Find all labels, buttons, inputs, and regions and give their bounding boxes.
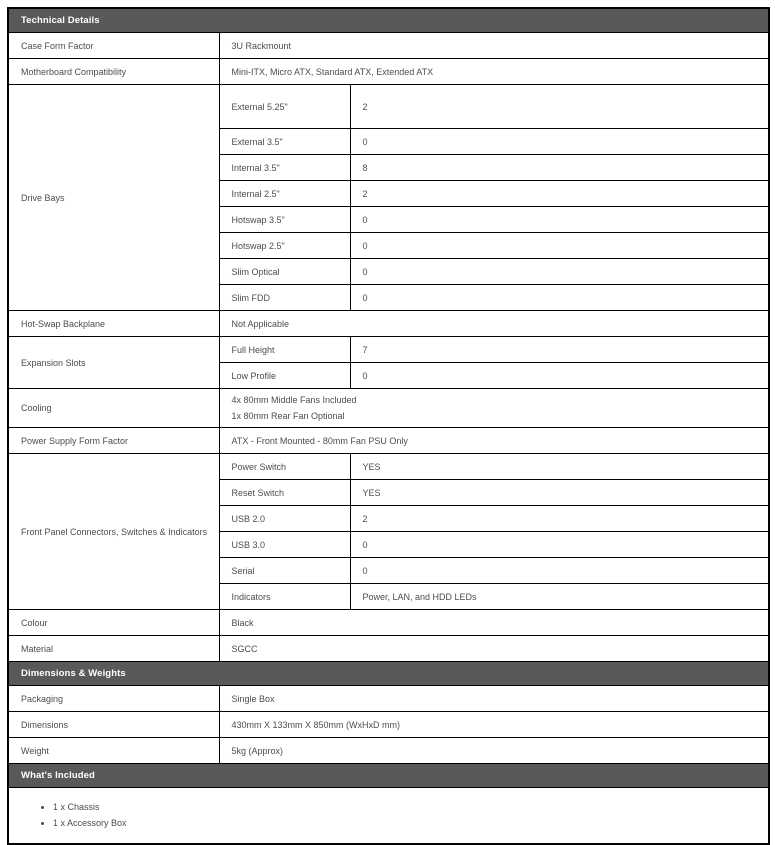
included-list xyxy=(21,800,756,831)
section-header-technical xyxy=(8,8,769,33)
table-row xyxy=(8,33,769,59)
table-row xyxy=(8,454,769,480)
table-row xyxy=(8,686,769,712)
sub-label: Slim FDD xyxy=(219,285,350,311)
sub-label: External 5.25" xyxy=(219,85,350,129)
table-row xyxy=(8,389,769,428)
row-label: Motherboard Compatibility xyxy=(8,59,219,85)
section-header-dimensions xyxy=(8,662,769,686)
group-label-expansion-slots: Expansion Slots xyxy=(8,337,219,389)
table-row xyxy=(8,712,769,738)
sub-value: 0 xyxy=(350,285,769,311)
table-row xyxy=(8,311,769,337)
table-row xyxy=(8,428,769,454)
row-label: Material xyxy=(8,636,219,662)
sub-label: Full Height xyxy=(219,337,350,363)
group-label-front-panel: Front Panel Connectors, Switches & Indicators xyxy=(8,454,219,610)
table-row xyxy=(8,738,769,764)
sub-label: USB 3.0 xyxy=(219,532,350,558)
sub-label: Indicators xyxy=(219,584,350,610)
row-label: Dimensions xyxy=(8,712,219,738)
table-row xyxy=(8,85,769,129)
sub-value: Power, LAN, and HDD LEDs xyxy=(350,584,769,610)
sub-value: 2 xyxy=(350,181,769,207)
sub-label: Serial xyxy=(219,558,350,584)
section-title: Technical Details xyxy=(8,8,769,33)
sub-value: 2 xyxy=(350,506,769,532)
sub-value: 0 xyxy=(350,233,769,259)
sub-value: YES xyxy=(350,454,769,480)
table-row xyxy=(8,636,769,662)
section-title: Dimensions & Weights xyxy=(8,662,769,686)
row-value: Black xyxy=(219,610,769,636)
group-label-drive-bays: Drive Bays xyxy=(8,85,219,311)
sub-value: 0 xyxy=(350,363,769,389)
sub-value: 2 xyxy=(350,85,769,129)
row-value: ATX - Front Mounted - 80mm Fan PSU Only xyxy=(219,428,769,454)
list-item: • 1 x Accessory Box xyxy=(53,816,756,831)
section-header-included xyxy=(8,764,769,788)
sub-label: Power Switch xyxy=(219,454,350,480)
list-item: • 1 x Chassis xyxy=(53,800,756,815)
row-label: Power Supply Form Factor xyxy=(8,428,219,454)
row-label: Weight xyxy=(8,738,219,764)
sub-label: Reset Switch xyxy=(219,480,350,506)
row-label: Hot-Swap Backplane xyxy=(8,311,219,337)
sub-value: YES xyxy=(350,480,769,506)
sub-value: 8 xyxy=(350,155,769,181)
included-content xyxy=(8,788,769,845)
cooling-line-1: 4x 80mm Middle Fans Included xyxy=(231,395,357,405)
sub-label: Internal 2.5" xyxy=(219,181,350,207)
table-row xyxy=(8,59,769,85)
sub-label: External 3.5" xyxy=(219,129,350,155)
sub-value: 0 xyxy=(350,558,769,584)
sub-label: Low Profile xyxy=(219,363,350,389)
table-row xyxy=(8,610,769,636)
row-value xyxy=(219,389,769,428)
row-label: Case Form Factor xyxy=(8,33,219,59)
row-value: 430mm X 133mm X 850mm (WxHxD mm) xyxy=(219,712,769,738)
sub-label: Internal 3.5" xyxy=(219,155,350,181)
row-value: 5kg (Approx) xyxy=(219,738,769,764)
row-value: Single Box xyxy=(219,686,769,712)
spec-table xyxy=(7,7,770,845)
sub-label: USB 2.0 xyxy=(219,506,350,532)
sub-value: 0 xyxy=(350,532,769,558)
row-value: Not Applicable xyxy=(219,311,769,337)
row-value: SGCC xyxy=(219,636,769,662)
sub-label: Slim Optical xyxy=(219,259,350,285)
row-value: 3U Rackmount xyxy=(219,33,769,59)
sub-value: 0 xyxy=(350,129,769,155)
row-label: Cooling xyxy=(8,389,219,428)
row-value: Mini-ITX, Micro ATX, Standard ATX, Extended ATX xyxy=(219,59,769,85)
sub-value: 0 xyxy=(350,259,769,285)
sub-value: 0 xyxy=(350,207,769,233)
table-row xyxy=(8,337,769,363)
sub-value: 7 xyxy=(350,337,769,363)
row-label: Packaging xyxy=(8,686,219,712)
row-label: Colour xyxy=(8,610,219,636)
cooling-line-2: 1x 80mm Rear Fan Optional xyxy=(231,411,345,421)
sub-label: Hotswap 2.5" xyxy=(219,233,350,259)
section-title: What's Included xyxy=(8,764,769,788)
included-content-row xyxy=(8,788,769,845)
sub-label: Hotswap 3.5" xyxy=(219,207,350,233)
